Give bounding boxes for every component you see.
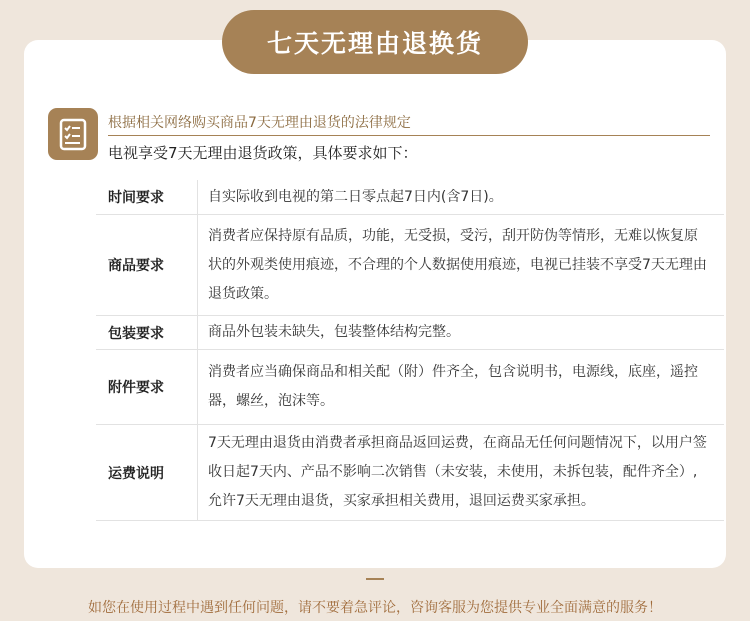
row-label: 商品要求 <box>96 215 198 315</box>
row-content: 消费者应保持原有品质，功能，无受损，受污，刮开防伪等情形，无难以恢复原状的外观类使用痕迹，不合理的个人数据使用痕迹，电视已挂装不享受7天无理由退货政策。 <box>208 227 707 302</box>
table-row <box>96 180 724 215</box>
section-heading: 根据相关网络购买商品7天无理由退货的法律规定 <box>108 115 411 131</box>
policy-table <box>96 180 724 521</box>
table-row <box>96 425 724 521</box>
heading-underline <box>108 135 710 136</box>
banner-title: 七天无理由退换货 <box>266 29 483 58</box>
row-label: 时间要求 <box>96 180 198 214</box>
table-row <box>96 350 724 425</box>
row-content: 自实际收到电视的第二日零点起7日内(含7日)。 <box>208 188 503 205</box>
row-label: 运费说明 <box>96 425 198 520</box>
footer-divider <box>366 578 384 580</box>
row-label: 包装要求 <box>96 316 198 349</box>
footer-note: 如您在使用过程中遇到任何问题，请不要着急评论，咨询客服为您提供专业全面满意的服务！ <box>88 600 662 616</box>
table-row <box>96 316 724 350</box>
row-content: 消费者应当确保商品和相关配（附）件齐全，包含说明书，电源线，底座，遥控器，螺丝，泡沫等。 <box>208 364 698 409</box>
row-content: 商品外包装未缺失，包装整体结构完整。 <box>208 324 460 340</box>
checklist-document-icon <box>48 108 98 160</box>
title-banner <box>222 10 528 74</box>
row-content: 7天无理由退货由消费者承担商品返回运费，在商品无任何问题情况下，以用户签收日起7天内、产品不影响二次销售（未安装，未使用，未拆包装，配件齐全）,允许7天无理由退货，买家承担相关费用，退回运费买家承担。 <box>208 435 707 509</box>
table-row <box>96 215 724 316</box>
row-label: 附件要求 <box>96 350 198 424</box>
intro-text: 电视享受7天无理由退货政策，具体要求如下： <box>108 144 418 162</box>
